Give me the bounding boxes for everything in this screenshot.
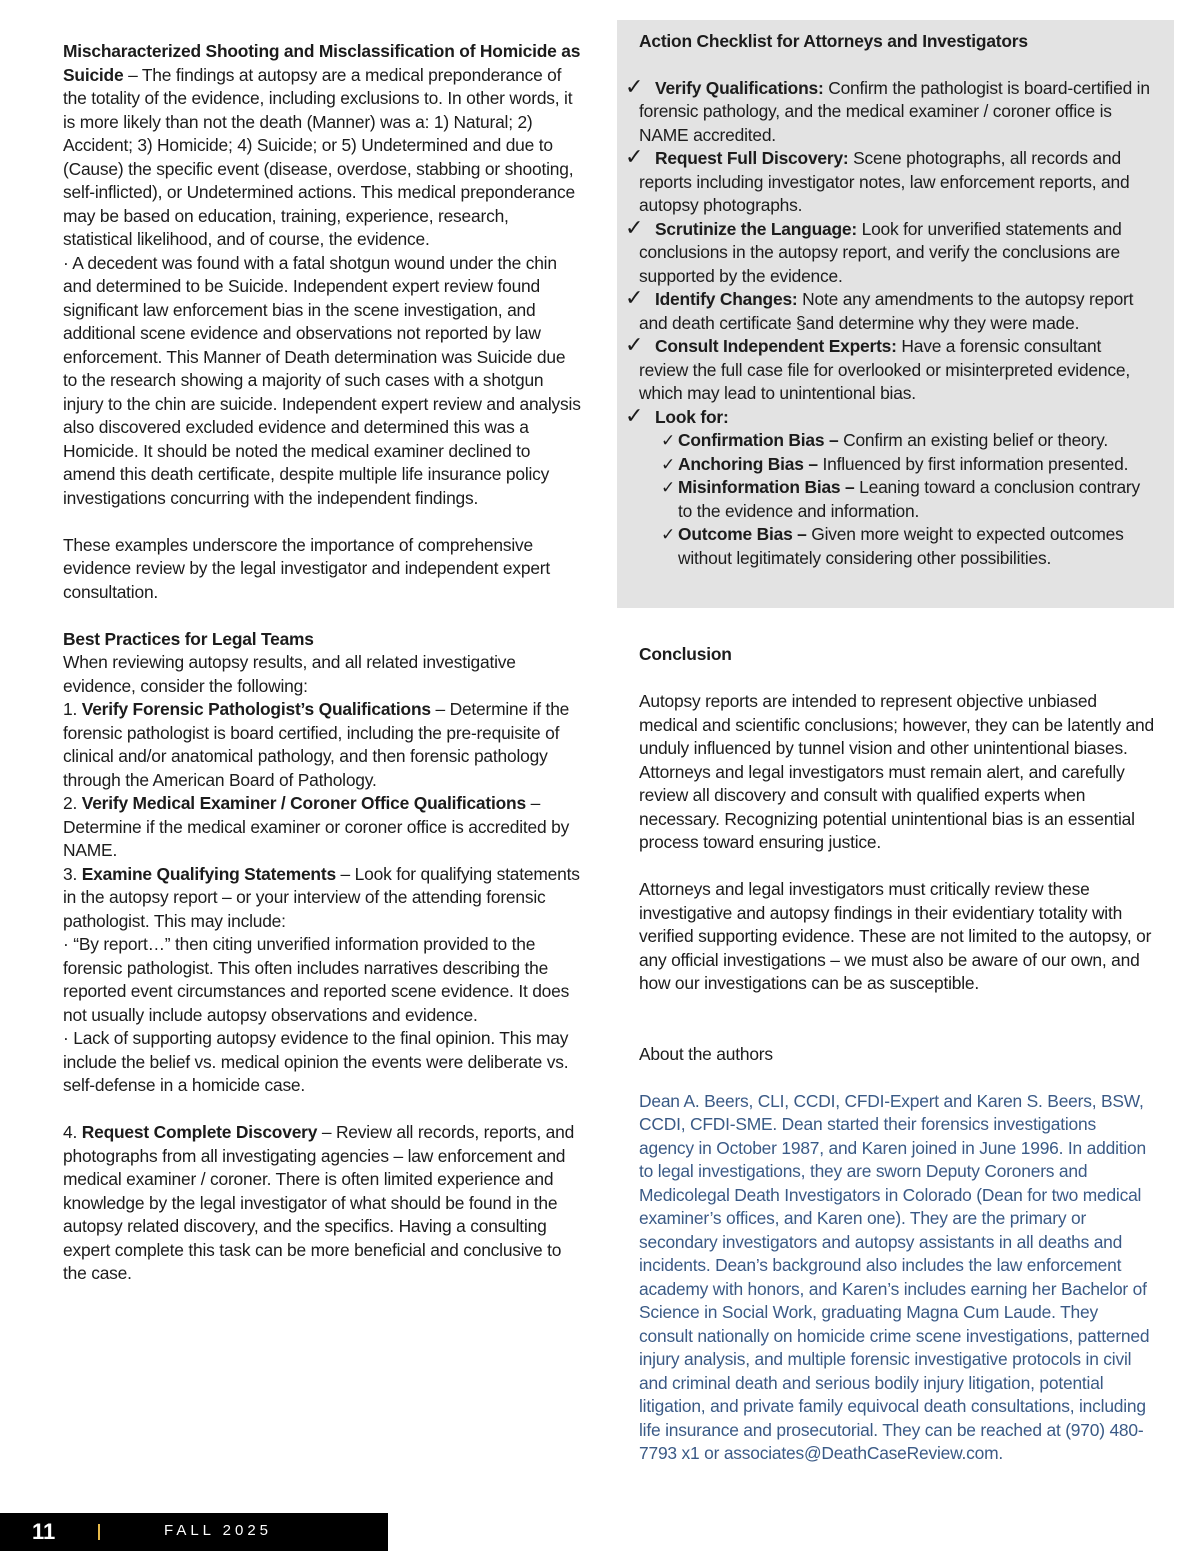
bias-item-text: Confirm an existing belief or theory.: [838, 430, 1108, 450]
practice-item-2: 2. Verify Medical Examiner / Coroner Office Qualifications – Determine if the medical examiner or coroner office is accredited by NAME.: [63, 793, 570, 860]
checklist-item-label: Request Full Discovery:: [655, 148, 849, 168]
checklist-item: [625, 402, 1152, 430]
checkmark-icon: ✓: [625, 332, 644, 357]
examples-paragraph: These examples underscore the importance of comprehensive evidence review by the legal investigator and independent expert consultation.: [63, 534, 551, 602]
practice-item-3-bullet-2: · Lack of supporting autopsy evidence to the final opinion. This may include the belief vs. medical opinion the events were deliberate vs. self-defense in a homicide case.: [63, 1028, 569, 1095]
page-footer: [0, 1513, 388, 1551]
checklist-item: [625, 332, 1152, 406]
bias-item-label: Anchoring Bias –: [678, 453, 818, 474]
checklist-item-text: Scene photographs, all records and reports including investigator notes, law enforcement reports, and autopsy photographs.: [639, 148, 1130, 215]
about-paragraph: Dean A. Beers, CLI, CCDI, CFDI-Expert and Karen S. Beers, BSW, CCDI, CFDI-SME. Dean started their forensics investigations agency in October 1987, and Karen joined in June 1996. In addition to legal investigations, they are sworn Deputy Coroners and Medicolegal Death Investigators in Colorado (Dean for two medical examiner’s offices, and Karen one). They are the primary or secondary investigators and autopsy assistants in all deaths and incidents. Dean’s background also includes the law enforcement academy with honors, and Karen’s includes earning her Bachelor of Science in Social Work, graduating Magna Cum Laude. They consult nationally on homicide crime scene investigations, patterned injury analysis, and multiple forensic investigative protocols in civil and criminal death and serious bodily injury litigation, potential litigation, and private family equivocal death consultations, including life insurance and prosecutorial. They can be reached at (970) 480-7793 x1 or associates@DeathCaseReview.com.: [639, 1090, 1150, 1463]
practice-item-3-bullet-1: · “By report…” then citing unverified information provided to the forensic pathologist. This often includes narratives describing the reported event circumstances and reported scene evidence. It does not usually include autopsy observations and evidence.: [63, 934, 570, 1025]
checklist-item-text: Look for unverified statements and conclusions in the autopsy report, and verify the conclusions are supported by the evidence.: [639, 218, 1122, 286]
action-checklist-box: [617, 20, 1174, 608]
bias-item: [639, 453, 1152, 477]
checkmark-icon: ✓: [625, 214, 644, 240]
checkmark-icon: ✓: [625, 144, 644, 169]
bias-item-label: Outcome Bias –: [678, 524, 807, 544]
footer-divider: [98, 1524, 100, 1540]
misclassification-heading: Mischaracterized Shooting and Misclassification of Homicide as Suicide: [63, 41, 581, 85]
checklist-item-label: Consult Independent Experts:: [655, 336, 897, 356]
checkmark-icon: ✓: [625, 285, 644, 310]
bias-item: [639, 476, 1152, 523]
conclusion-paragraph-1: Autopsy reports are intended to represent objective unbiased medical and scientific conclusions; however, they can be latently and unduly influenced by tunnel vision and other unintentional biases. Attorneys and legal investigators must remain alert, and carefully review all discovery and consult with qualified experts when necessary. Recognizing potential unintentional bias is an essential process toward ensuring justice.: [639, 691, 1154, 852]
bias-item: [639, 523, 1152, 570]
best-practices-intro: When reviewing autopsy results, and all related investigative evidence, consider the following:: [63, 652, 516, 696]
checklist-item-label: Verify Qualifications:: [655, 77, 824, 98]
about-heading: About the authors: [639, 1043, 773, 1064]
checkmark-icon: ✓: [661, 431, 676, 450]
checkmark-icon: ✓: [625, 73, 644, 99]
misclassification-paragraph: Mischaracterized Shooting and Misclassification of Homicide as Suicide – The findings at autopsy are a medical preponderance of the totality of the evidence, including exclusions to. In other words, it is more likely than not the death (Manner) was a: 1) Natural; 2) Accident; 3) Homicide; 4) Suicide; or 5) Undetermined and due to (Cause) the specific event (disease, overdose, stabbing or shooting, self-inflicted), or Undetermined actions. This medical preponderance may be based on education, training, experience, research, statistical likelihood, and of course, the evidence.: [63, 41, 581, 249]
bias-item-label: Confirmation Bias –: [678, 430, 839, 450]
bias-item-text: Leaning toward a conclusion contrary to the evidence and information.: [678, 477, 1141, 521]
issue-label: FALL 2025: [164, 1522, 273, 1539]
checkmark-icon: ✓: [661, 525, 676, 544]
checklist-item-label: Look for:: [655, 406, 729, 427]
left-column: [63, 40, 581, 1286]
conclusion-paragraph-2: Attorneys and legal investigators must critically review these investigative and autopsy findings in their evidentiary totality with verified supporting evidence. These are not limited to the autopsy, or any official investigations – we must also be aware of our own, and how our investigations can be as susceptible.: [639, 879, 1152, 993]
checklist-item: [625, 144, 1152, 218]
checklist-item-text: Note any amendments to the autopsy report and death certificate §and determine why they were made.: [639, 289, 1134, 333]
checkmark-icon: ✓: [625, 402, 644, 428]
best-practices-heading: Best Practices for Legal Teams: [63, 628, 314, 649]
checklist-title: Action Checklist for Attorneys and Investigators: [639, 31, 1028, 51]
practice-item-4: 4. Request Complete Discovery – Review all records, reports, and photographs from all investigating agencies – law enforcement and medical examiner / coroner. There is often limited experience and knowledge by the legal investigator of what should be found in the autopsy related discovery, and the specifics. Having a consulting expert complete this task can be more beneficial and conclusive to the case.: [63, 1122, 575, 1283]
practice-item-1: 1. Verify Forensic Pathologist’s Qualifications – Determine if the forensic pathologist is board certified, including the pre-requisite of clinical and/or anatomical pathology, and then forensic pathology through the American Board of Pathology.: [63, 699, 570, 790]
bias-item-label: Misinformation Bias –: [678, 477, 855, 497]
checklist-item-text: Confirm the pathologist is board-certified in forensic pathology, and the medical examiner / coroner office is NAME accredited.: [639, 77, 1150, 145]
checkmark-icon: ✓: [661, 454, 676, 474]
page-number: 11: [32, 1519, 56, 1544]
checklist-item: [625, 73, 1152, 148]
checklist-item: [625, 214, 1152, 289]
bias-item-text: Influenced by first information presented.: [817, 453, 1129, 474]
checklist-item-label: Scrutinize the Language:: [655, 218, 857, 239]
checklist-item: [625, 285, 1152, 335]
shotgun-case-paragraph: · A decedent was found with a fatal shotgun wound under the chin and determined to be Suicide. Independent expert review found significant law enforcement bias in the scene investigation, and additional scene evidence and observations not reported by law enforcement. This Manner of Death determination was Suicide due to the research showing a majority of such cases with a shotgun injury to the chin are suicide. Independent expert review and analysis also discovered excluded evidence and determined this was a Homicide. It should be noted the medical examiner declined to amend this death certificate, despite multiple life insurance policy investigations concurring with the independent findings.: [63, 252, 581, 508]
practice-item-3: 3. Examine Qualifying Statements – Look for qualifying statements in the autopsy report – or your interview of the attending forensic pathologist. This may include:: [63, 863, 580, 931]
bias-item: [639, 429, 1152, 453]
checklist-item-label: Identify Changes:: [655, 289, 798, 309]
conclusion-heading: Conclusion: [639, 644, 732, 664]
checkmark-icon: ✓: [661, 478, 676, 497]
bias-item-text: Given more weight to expected outcomes without legitimately considering other possibilities.: [678, 524, 1124, 568]
checklist-item-text: Have a forensic consultant review the full case file for overlooked or misinterpreted evidence, which may lead to unintentional bias.: [639, 336, 1130, 403]
right-column: [639, 643, 1154, 1466]
